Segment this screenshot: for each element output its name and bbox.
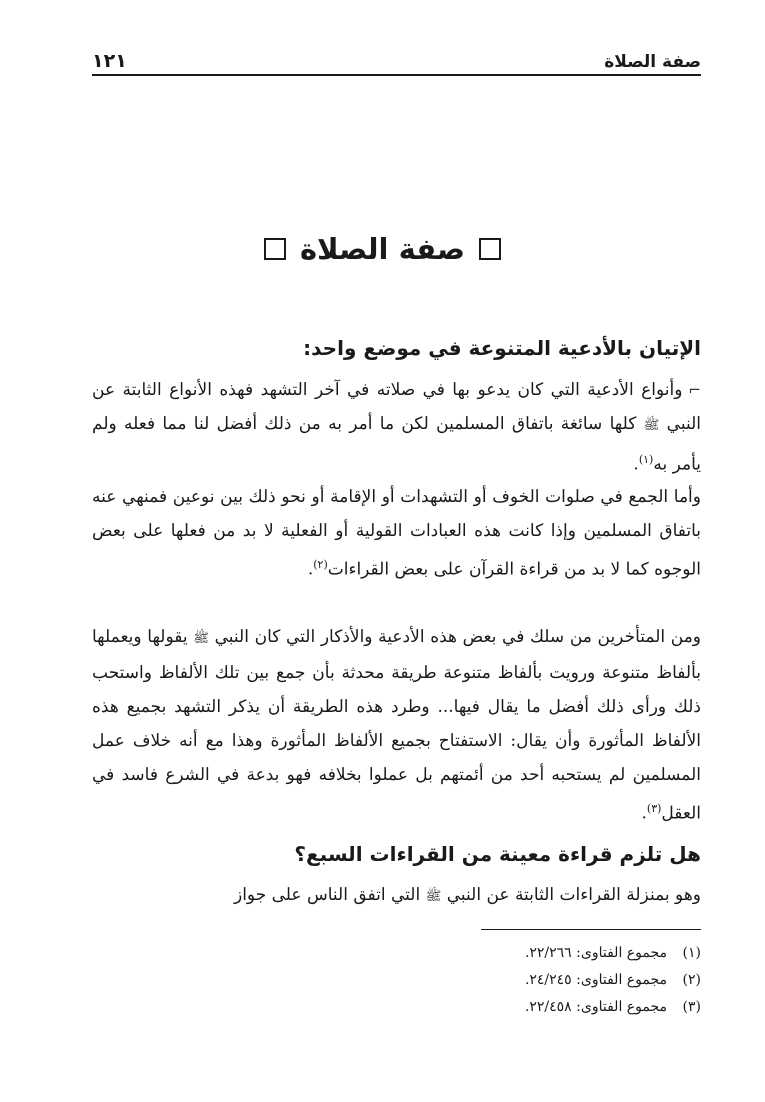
paragraph [92,480,701,587]
paragraph-text: ومن المتأخرين من سلك في بعض هذه الأدعية والأذكار التي كان النبي [214,627,702,647]
footnote-text: مجموع الفتاوى: ٢٢/٤٥٨. [524,999,667,1015]
footnote-item [92,967,701,994]
paragraph [92,373,701,482]
footnote-rule [481,929,701,930]
paragraph-text: يقولها ويعملها بألفاظ متنوعة ورويت بألفاظ متنوعة طريقة محدثة بأن جمع بين تلك الألفاظ واستحب ذلك ورأى ذلك أفضل ما يقال فيها... وطرد هذه الطريقة أن يذكر التشهد بجميع هذه الألفاظ المأثورة وأن يقال: الاستفتاح بجميع الألفاظ المأثورة وهذا مع أنه خلاف عمل المسلمين لم يستحبه أحد من أئمتهم بل عملوا بخلافه فهو بدعة في الشرع فاسد في العقل [92,627,701,824]
end-mark: . [633,454,639,475]
header-rule [92,74,701,76]
footnote-text: مجموع الفتاوى: ٢٢/٢٦٦. [524,945,667,961]
paragraph-text: وأما الجمع في صلوات الخوف أو التشهدات أو الإقامة أو نحو ذلك بين نوعين فمنهي عنه باتفاق المسلمين وإذا كانت هذه العبادات القولية أو الفعلية لا بد من فعلها على بعض الوجوه كما لا بد من قراءة القرآن على بعض القراءات [92,487,701,580]
chapter-title [0,232,765,266]
quote-mark-icon: ⌐ [688,381,701,399]
square-ornament-icon [479,238,501,260]
paragraph-text: وأنواع الأدعية التي كان يدعو بها في صلاته في آخر التشهد فهذه الأنواع الثابتة عن النبي [92,380,702,434]
paragraph-text: كلها سائغة باتفاق المسلمين لكن ما أمر به من ذلك أفضل لنا مما فعله ولم يأمر به [92,414,701,475]
footnote-item [92,994,701,1021]
footnote-item [92,940,701,967]
footnote-number: (٢) [682,972,701,988]
section-heading: هل تلزم قراءة معينة من القراءات السبع؟ [294,842,701,866]
section-heading: الإتيان بالأدعية المتنوعة في موضع واحد: [303,336,701,360]
square-ornament-icon [264,238,286,260]
footnote-number: (١) [682,945,701,961]
salutation-symbol: ﷺ [643,418,660,433]
paragraph-text: التي اتفق الناس على جواز [234,885,421,905]
paragraph-text: وهو بمنزلة القراءات الثابتة عن النبي [446,885,701,905]
footnote-ref[interactable]: (١) [638,453,654,466]
salutation-symbol: ﷺ [193,631,209,646]
paragraph [92,620,701,831]
footnotes [92,940,701,1021]
chapter-title-text: صفة الصلاة [299,232,466,266]
footnote-number: (٣) [682,999,701,1015]
page-number: ١٢١ [92,50,127,72]
footnote-ref[interactable]: (٣) [646,802,662,815]
footnote-ref[interactable]: (٢) [313,558,328,571]
salutation-symbol: ﷺ [425,889,442,904]
running-title: صفة الصلاة [604,52,701,72]
end-mark: . [641,803,647,824]
running-header [92,44,701,72]
paragraph [92,878,701,914]
footnote-text: مجموع الفتاوى: ٢٤/٢٤٥. [524,972,667,988]
end-mark: . [307,559,314,580]
